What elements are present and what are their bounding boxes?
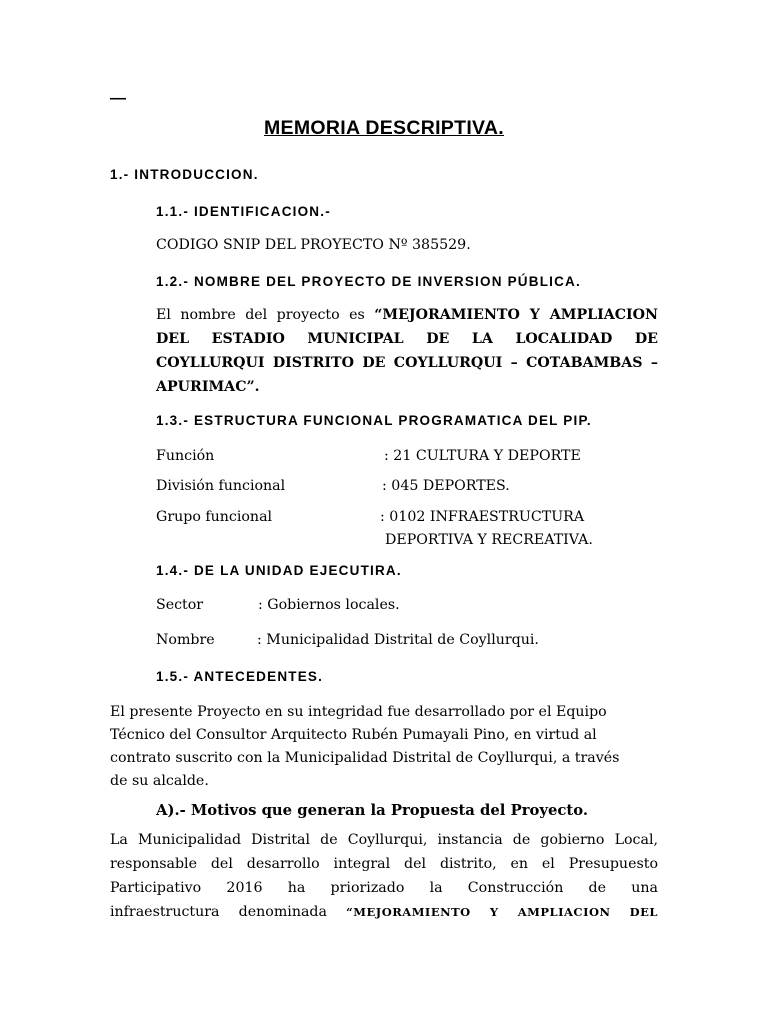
antecedentes-line-1: El presente Proyecto en su integridad fue desarrollado por el Equipo bbox=[110, 704, 607, 720]
motivos-line-3: Participativo 2016 ha priorizado la Construcción de una bbox=[110, 880, 658, 896]
heading-estructura-funcional: 1.3.- ESTRUCTURA FUNCIONAL PROGRAMATICA DEL PIP. bbox=[156, 413, 592, 428]
motivos-last-bold: “MEJORAMIENTO Y AMPLIACION DEL bbox=[346, 905, 658, 919]
sector-label: Sector bbox=[156, 597, 204, 613]
nombre-value: : Municipalidad Distrital de Coyllurqui. bbox=[257, 632, 539, 648]
project-name-line-3: COYLLURQUI DISTRITO DE COYLLURQUI – COTABAMBAS – bbox=[156, 355, 658, 371]
motivos-line-2: responsable del desarrollo integral del distrito, en el Presupuesto bbox=[110, 856, 658, 872]
division-funcional-label: División funcional bbox=[156, 478, 286, 494]
project-name-line-4: APURIMAC”. bbox=[156, 379, 260, 395]
top-dash: — bbox=[110, 90, 126, 107]
funcion-label: Función bbox=[156, 448, 215, 464]
motivos-line-4 bbox=[110, 904, 658, 920]
motivos-last-prefix: infraestructura denominada bbox=[110, 904, 347, 920]
project-name-prefix: El nombre del proyecto es bbox=[156, 307, 375, 323]
project-name-line-1 bbox=[156, 307, 658, 323]
heading-antecedentes: 1.5.- ANTECEDENTES. bbox=[156, 669, 324, 684]
grupo-funcional-label: Grupo funcional bbox=[156, 509, 273, 525]
heading-unidad-ejecutira: 1.4.- DE LA UNIDAD EJECUTIRA. bbox=[156, 563, 402, 578]
section-heading-introduccion: 1.- INTRODUCCION. bbox=[110, 167, 259, 182]
project-name-line-2: DEL ESTADIO MUNICIPAL DE LA LOCALIDAD DE bbox=[156, 331, 658, 347]
snip-code-text: CODIGO SNIP DEL PROYECTO Nº 385529. bbox=[156, 237, 471, 253]
grupo-funcional-value: : 0102 INFRAESTRUCTURA bbox=[380, 509, 585, 525]
antecedentes-line-3: contrato suscrito con la Municipalidad Distrital de Coyllurqui, a través bbox=[110, 750, 620, 766]
grupo-funcional-value-cont: DEPORTIVA Y RECREATIVA. bbox=[385, 532, 593, 548]
antecedentes-line-2: Técnico del Consultor Arquitecto Rubén Pumayali Pino, en virtud al bbox=[110, 727, 597, 743]
division-funcional-value: : 045 DEPORTES. bbox=[382, 478, 510, 494]
antecedentes-line-4: de su alcalde. bbox=[110, 773, 209, 789]
nombre-label: Nombre bbox=[156, 632, 215, 648]
subheading-motivos: A).- Motivos que generan la Propuesta del Proyecto. bbox=[156, 802, 588, 819]
sector-value: : Gobiernos locales. bbox=[258, 597, 400, 613]
heading-identificacion: 1.1.- IDENTIFICACION.- bbox=[156, 204, 331, 219]
funcion-value: : 21 CULTURA Y DEPORTE bbox=[384, 448, 581, 464]
project-name-bold-1: “MEJORAMIENTO Y AMPLIACION bbox=[374, 307, 658, 323]
page-title: MEMORIA DESCRIPTIVA. bbox=[263, 117, 504, 139]
heading-nombre-proyecto: 1.2.- NOMBRE DEL PROYECTO DE INVERSION PÚBLICA. bbox=[156, 274, 581, 289]
motivos-line-1: La Municipalidad Distrital de Coyllurqui, instancia de gobierno Local, bbox=[110, 832, 658, 848]
